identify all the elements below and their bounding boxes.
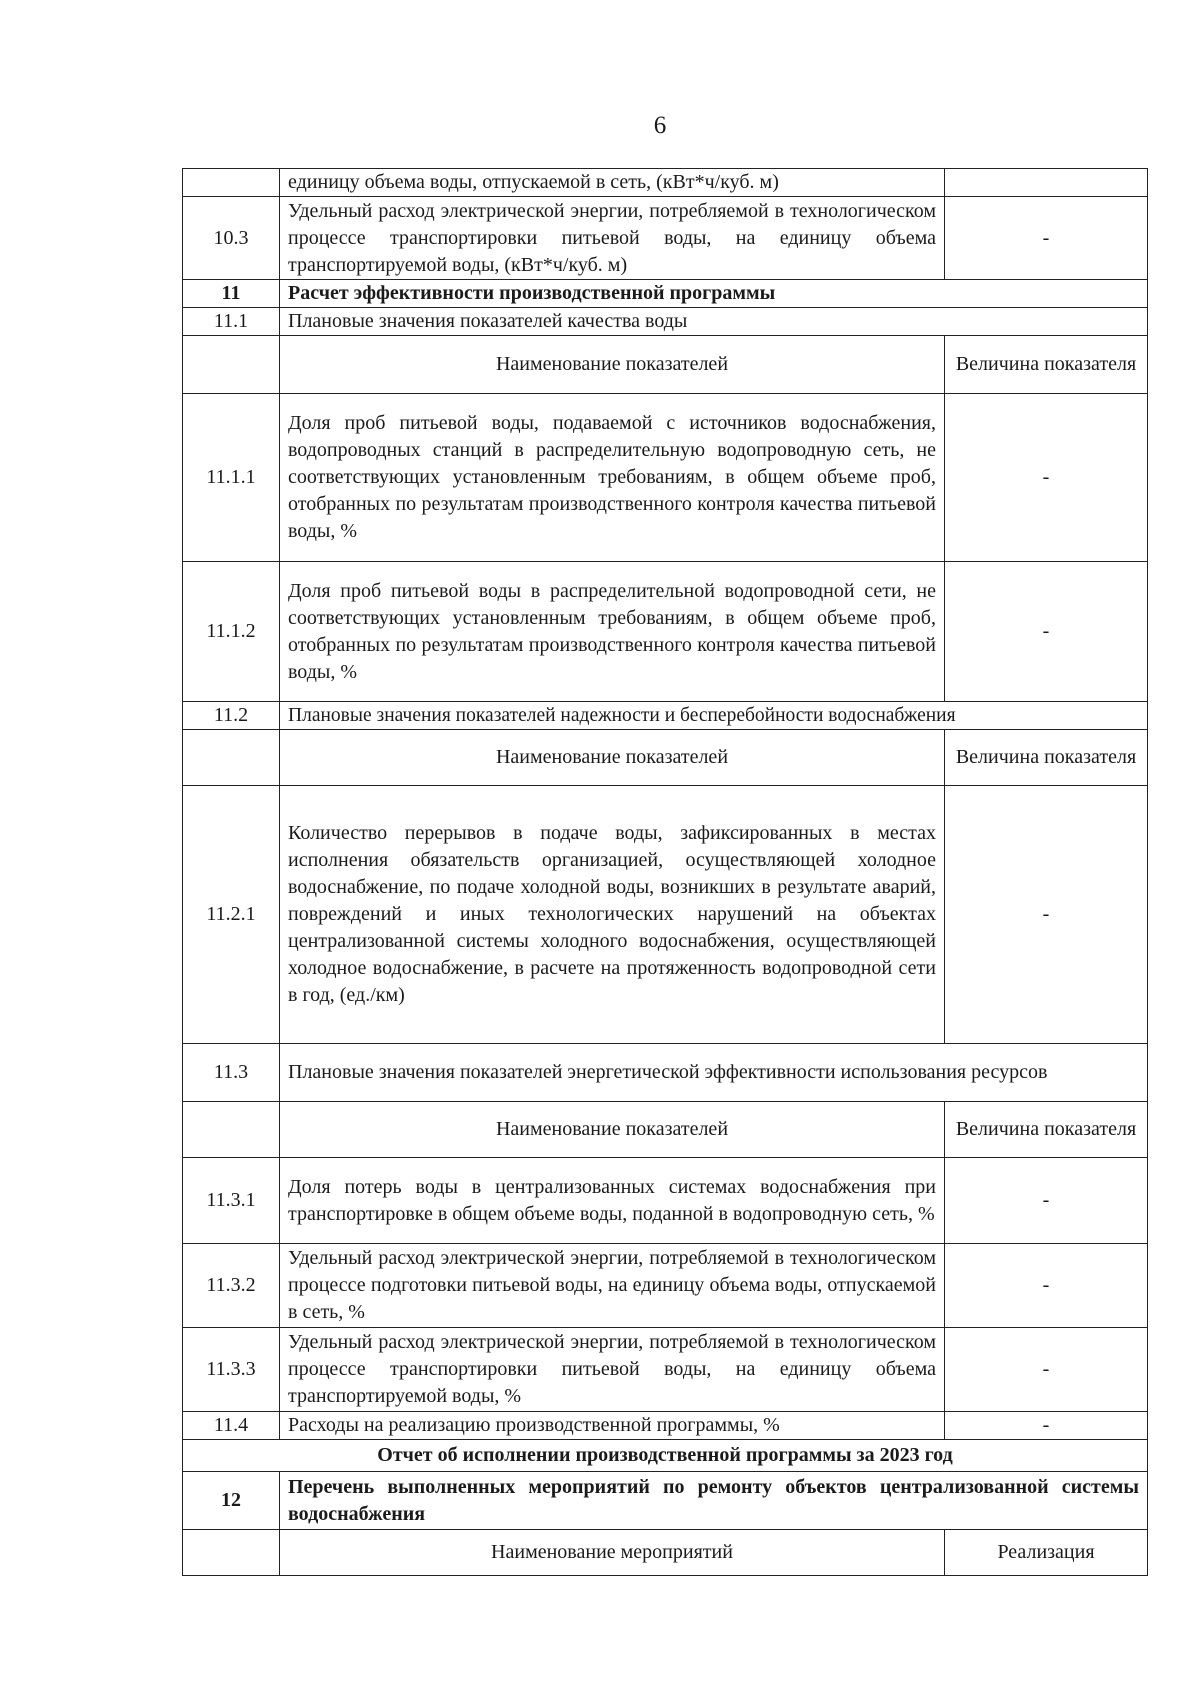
row-text: Доля проб питьевой воды, подаваемой с источников водоснабжения, водопроводных станций в распределительную водопроводную сеть, не соответствующих установленным требованиям, в общем объеме проб, отобранных по результатам производственного контроля качества питьевой воды, % xyxy=(280,394,945,562)
row-value: - xyxy=(945,197,1148,280)
subsection-title: Плановые значения показателей энергетической эффективности использования ресурсов xyxy=(280,1044,1148,1102)
column-header-row xyxy=(183,1102,1148,1158)
row-text: Удельный расход электрической энергии, потребляемой в технологическом процессе транспортировки питьевой воды, на единицу объема транспортируемой воды, % xyxy=(280,1328,945,1412)
section-row xyxy=(183,1472,1148,1530)
row-value: - xyxy=(945,562,1148,702)
row-text: Расходы на реализацию производственной программы, % xyxy=(280,1412,945,1440)
section-number: 12 xyxy=(183,1472,280,1530)
column-header-name: Наименование мероприятий xyxy=(280,1530,945,1576)
page-number: 6 xyxy=(653,112,667,139)
column-header-name: Наименование показателей xyxy=(280,730,945,786)
subsection-row xyxy=(183,702,1148,730)
column-header-value: Величина показателя xyxy=(945,336,1148,394)
empty-cell xyxy=(183,1530,280,1576)
table-row xyxy=(183,197,1148,280)
table-row xyxy=(183,562,1148,702)
table-row xyxy=(183,1244,1148,1328)
row-number xyxy=(183,169,280,197)
row-text: Доля потерь воды в централизованных системах водоснабжения при транспортировке в общем объеме воды, поданной в водопроводную сеть, % xyxy=(280,1158,945,1244)
table-row xyxy=(183,169,1148,197)
column-header-row xyxy=(183,730,1148,786)
row-value: - xyxy=(945,1412,1148,1440)
production-program-table xyxy=(182,168,1148,1576)
empty-cell xyxy=(183,1102,280,1158)
section-number: 11 xyxy=(183,280,280,308)
table-row xyxy=(183,1328,1148,1412)
row-value: - xyxy=(945,1328,1148,1412)
column-header-value: Величина показателя xyxy=(945,1102,1148,1158)
subsection-row xyxy=(183,1044,1148,1102)
report-heading: Отчет об исполнении производственной программы за 2023 год xyxy=(183,1440,1148,1472)
row-text: Количество перерывов в подаче воды, зафиксированных в местах исполнения обязательств организацией, осуществляющей холодное водоснабжение, по подаче холодной воды, возникших в результате аварий, повреждений и иных технологических нарушений на объектах централизованной системы холодного водоснабжения, осуществляющей холодное водоснабжение, в расчете на протяженность водопроводной сети в год, (ед./км) xyxy=(280,786,945,1044)
row-number: 11.3.1 xyxy=(183,1158,280,1244)
subsection-title: Плановые значения показателей надежности и бесперебойности водоснабжения xyxy=(280,702,1148,730)
empty-cell xyxy=(183,336,280,394)
row-value: - xyxy=(945,394,1148,562)
section-row xyxy=(183,280,1148,308)
subsection-number: 11.2 xyxy=(183,702,280,730)
row-value: - xyxy=(945,1158,1148,1244)
subsection-number: 11.1 xyxy=(183,308,280,336)
row-number: 11.1.2 xyxy=(183,562,280,702)
column-header-row xyxy=(183,336,1148,394)
table-row xyxy=(183,394,1148,562)
subsection-number: 11.3 xyxy=(183,1044,280,1102)
section-title: Расчет эффективности производственной программы xyxy=(280,280,1148,308)
row-value: - xyxy=(945,1244,1148,1328)
row-number: 11.3.3 xyxy=(183,1328,280,1412)
row-text: Удельный расход электрической энергии, потребляемой в технологическом процессе транспортировки питьевой воды, на единицу объема транспортируемой воды, (кВт*ч/куб. м) xyxy=(280,197,945,280)
column-header-name: Наименование показателей xyxy=(280,336,945,394)
column-header-row xyxy=(183,1530,1148,1576)
row-text: единицу объема воды, отпускаемой в сеть, (кВт*ч/куб. м) xyxy=(280,169,945,197)
row-value: - xyxy=(945,786,1148,1044)
table-row xyxy=(183,786,1148,1044)
column-header-value: Реализация xyxy=(945,1530,1148,1576)
report-heading-row xyxy=(183,1440,1148,1472)
column-header-value: Величина показателя xyxy=(945,730,1148,786)
row-number: 10.3 xyxy=(183,197,280,280)
row-text: Удельный расход электрической энергии, потребляемой в технологическом процессе подготовки питьевой воды, на единицу объема воды, отпускаемой в сеть, % xyxy=(280,1244,945,1328)
subsection-title: Плановые значения показателей качества воды xyxy=(280,308,1148,336)
row-number: 11.3.2 xyxy=(183,1244,280,1328)
row-text: Доля проб питьевой воды в распределительной водопроводной сети, не соответствующих установленным требованиям, в общем объеме проб, отобранных по результатам производственного контроля качества питьевой воды, % xyxy=(280,562,945,702)
table-row xyxy=(183,1412,1148,1440)
table-row xyxy=(183,1158,1148,1244)
row-number: 11.4 xyxy=(183,1412,280,1440)
empty-cell xyxy=(183,730,280,786)
column-header-name: Наименование показателей xyxy=(280,1102,945,1158)
row-number: 11.2.1 xyxy=(183,786,280,1044)
row-number: 11.1.1 xyxy=(183,394,280,562)
row-value xyxy=(945,169,1148,197)
section-title: Перечень выполненных мероприятий по ремонту объектов централизованной системы водоснабжения xyxy=(280,1472,1148,1530)
subsection-row xyxy=(183,308,1148,336)
